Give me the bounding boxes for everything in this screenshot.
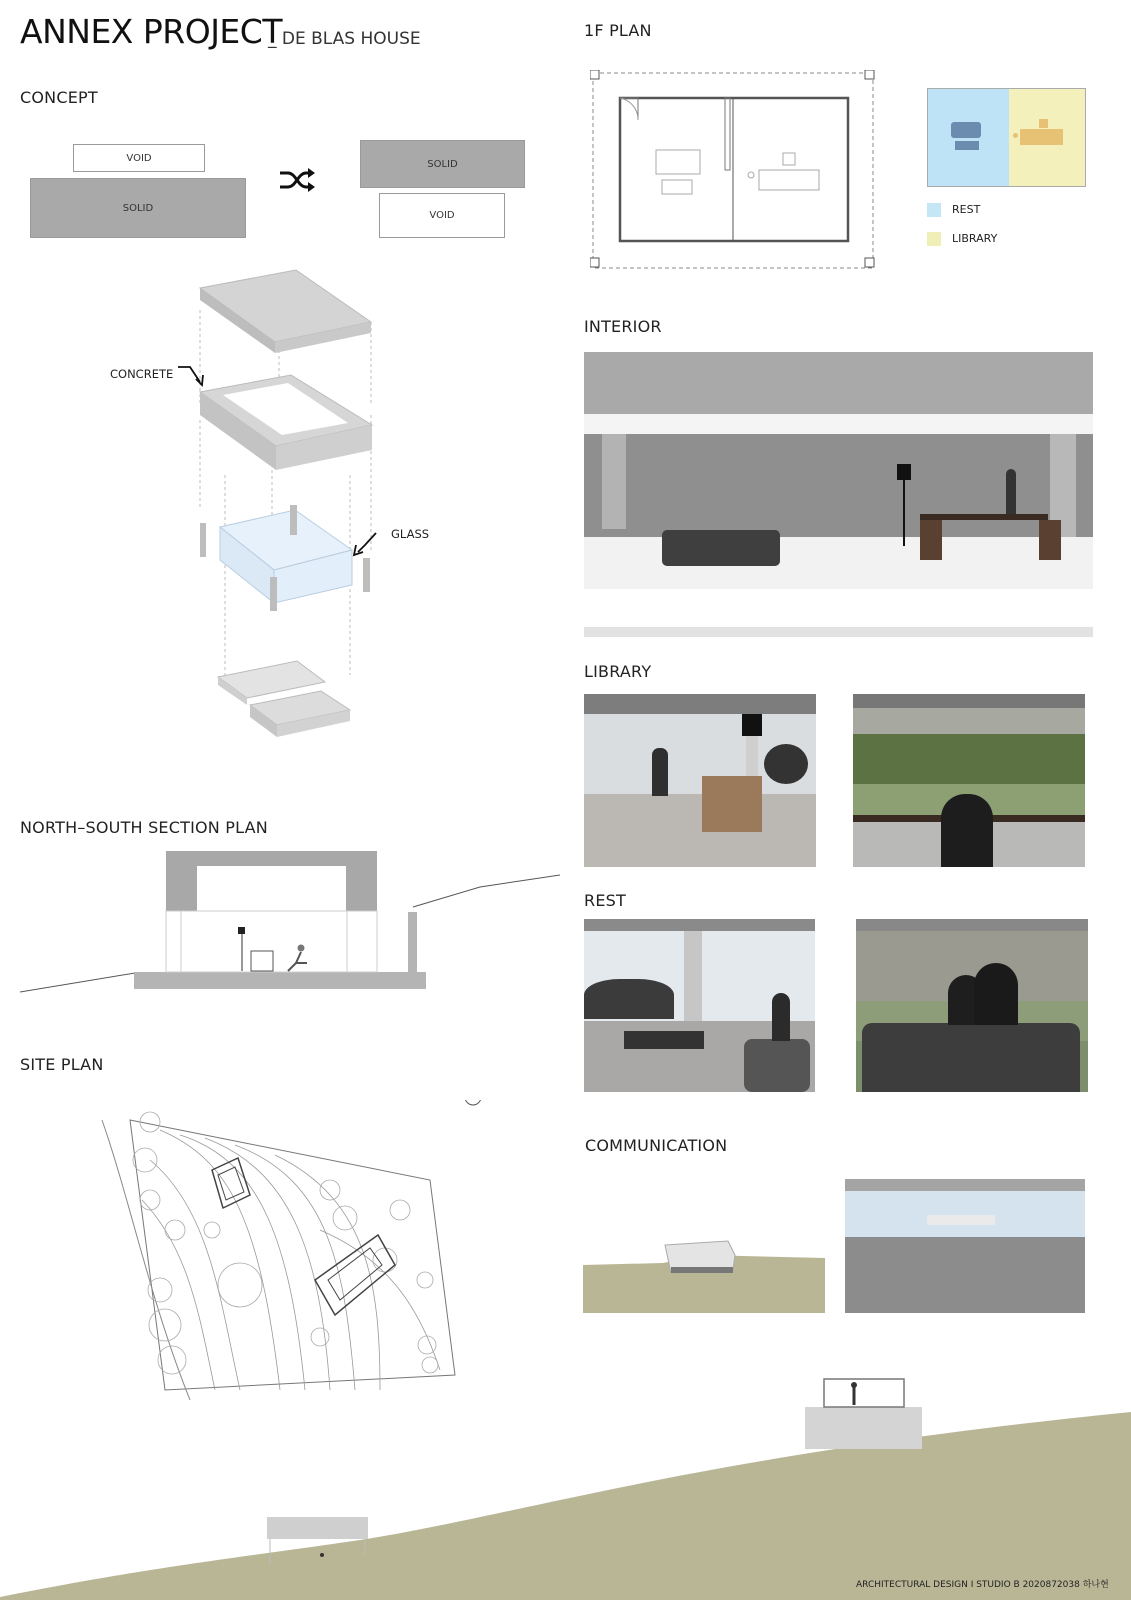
trees: [853, 734, 1085, 784]
table-icon: [955, 141, 979, 150]
person-silhouette: [652, 748, 668, 796]
bookshelf: [702, 776, 762, 832]
coffee-table: [624, 1031, 704, 1049]
legend-label-rest: REST: [952, 203, 981, 216]
armchair: [744, 1039, 810, 1092]
interior-render: [584, 352, 1093, 589]
landscape-elevation: [0, 1365, 1131, 1600]
chair-icon: [1039, 119, 1048, 128]
concept-heading: CONCEPT: [20, 88, 98, 107]
distant-building: [927, 1215, 995, 1225]
concrete-wall: [845, 1237, 1085, 1313]
lamp-icon: [1013, 133, 1018, 138]
library-heading: LIBRARY: [584, 662, 652, 681]
ceiling: [853, 694, 1085, 708]
concrete-label: CONCRETE: [110, 367, 174, 381]
column: [602, 434, 626, 529]
desk-icon: [1020, 129, 1063, 145]
solid-label: SOLID: [427, 158, 458, 170]
legend-label-library: LIBRARY: [952, 232, 998, 245]
concrete-wall: [584, 434, 1093, 539]
interior-heading: INTERIOR: [584, 317, 662, 336]
divider-strip: [584, 627, 1093, 637]
section-drawing: [20, 845, 560, 995]
footer-credit: ARCHITECTURAL DESIGN I STUDIO B 2020872038 하나현: [856, 1580, 1109, 1590]
section-heading: NORTH–SOUTH SECTION PLAN: [20, 818, 268, 837]
communication-render-1: [583, 1225, 825, 1315]
concept-void-box-right: [379, 193, 505, 238]
floor: [584, 537, 1093, 589]
legend-swatch-library: [927, 232, 941, 246]
solid-label: SOLID: [122, 202, 154, 214]
plan-heading: 1F PLAN: [584, 21, 652, 40]
column: [684, 931, 702, 1021]
floor: [584, 794, 816, 867]
rest-render-1: [584, 919, 815, 1092]
tree: [764, 744, 808, 784]
speaker: [897, 464, 911, 480]
window-band: [584, 414, 1093, 434]
person-silhouette: [1006, 469, 1016, 514]
void-label: VOID: [429, 210, 455, 221]
library-render-1: [584, 694, 816, 867]
ceiling: [856, 919, 1088, 931]
void-label: VOID: [126, 152, 152, 164]
ceiling: [584, 694, 816, 714]
legend-swatch-rest: [927, 203, 941, 217]
sofa-icon: [951, 122, 981, 138]
glass-label: GLASS: [391, 527, 430, 541]
person-silhouette: [974, 963, 1018, 1025]
trees: [584, 979, 674, 1019]
page-title: ANNEX PROJECT: [20, 12, 282, 51]
concept-solid-box-right: [360, 140, 525, 188]
library-render-2: [853, 694, 1085, 867]
communication-render-2: [845, 1179, 1085, 1313]
library-zone-plan: [1009, 88, 1086, 187]
ceiling: [584, 919, 815, 931]
floor-plan-drawing: [590, 70, 880, 270]
sofa: [862, 1023, 1080, 1092]
person-silhouette: [941, 794, 993, 867]
communication-heading: COMMUNICATION: [585, 1136, 728, 1155]
rest-zone-plan: [927, 88, 1011, 187]
bookshelf: [1039, 520, 1061, 560]
shuffle-icon: [278, 167, 316, 193]
rest-render-2: [856, 919, 1088, 1092]
person-silhouette: [772, 993, 790, 1041]
rest-heading: REST: [584, 891, 626, 910]
site-heading: SITE PLAN: [20, 1055, 104, 1074]
sofa: [662, 530, 780, 566]
speaker-stand: [903, 480, 905, 546]
exploded-axonometric: [100, 265, 460, 765]
ceiling: [584, 352, 1093, 414]
concept-void-box-left: [73, 144, 205, 172]
speaker: [742, 714, 762, 736]
bookshelf: [920, 520, 942, 560]
site-plan-drawing: [90, 1100, 490, 1410]
sky: [845, 1191, 1085, 1237]
ceiling: [845, 1179, 1085, 1191]
concept-solid-box-left: [30, 178, 246, 238]
page-subtitle: _ DE BLAS HOUSE: [268, 29, 421, 49]
